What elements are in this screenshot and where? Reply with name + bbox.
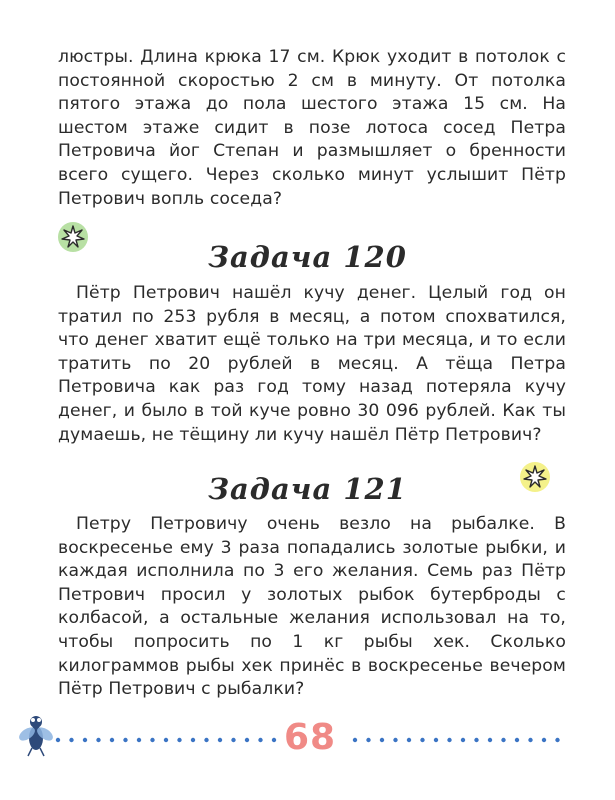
task-120-text: Пётр Петрович нашёл кучу денег. Целый год он тратил по 253 рубля в месяц, а потом спохватился, что денег хватит ещё только на три месяца, и то если тратить по 20 рублей в месяц. А тёща Петра Петровича как раз год тому назад потеряла кучу денег, и было в той куче ровно 30 096 рублей. Как ты думаешь, не тёщину ли кучу нашёл Пётр Петрович? — [58, 283, 566, 445]
footer-dot — [258, 738, 262, 742]
footer-dot — [110, 738, 114, 742]
footer-dot — [272, 738, 276, 742]
footer-dot — [150, 738, 154, 742]
footer-dot — [488, 738, 492, 742]
footer-dot — [461, 738, 465, 742]
footer-dot — [96, 738, 100, 742]
footer-dot — [407, 738, 411, 742]
fly-icon — [16, 708, 56, 758]
footer-dot — [56, 738, 60, 742]
task-121-title: Задача 121 — [208, 472, 407, 506]
footer-dot — [69, 738, 73, 742]
footer-dot — [123, 738, 127, 742]
footer-dot — [515, 738, 519, 742]
footer-dot — [191, 738, 195, 742]
footer-dot — [555, 738, 559, 742]
footer-dot — [501, 738, 505, 742]
footer-dot — [353, 738, 357, 742]
footer-dot — [474, 738, 478, 742]
footer-dot — [218, 738, 222, 742]
footer-dot — [380, 738, 384, 742]
footer-dot — [528, 738, 532, 742]
footer-dot — [164, 738, 168, 742]
footer-dot — [420, 738, 424, 742]
task-121-text: Петру Петровичу очень везло на рыбалке. В воскресенье ему 3 раза попадались золотые рыбки, и каждая исполнила по 3 его желания. Семь раз Пётр Петрович просил у золотых рыбок бутерброды с колбасой, а остальные желания использовал на то, чтобы попросить по 1 кг рыбы хек. Сколько килограммов рыбы хек принёс в воскресенье вечером Пётр Петрович с рыбалки? — [58, 514, 566, 700]
footer-dot — [393, 738, 397, 742]
footer-dot — [366, 738, 370, 742]
footer-dot — [204, 738, 208, 742]
page-number: 68 — [280, 718, 340, 758]
footer-dot — [137, 738, 141, 742]
footer-dot — [542, 738, 546, 742]
footer-dot — [447, 738, 451, 742]
footer-dot — [83, 738, 87, 742]
footer-dot — [245, 738, 249, 742]
footer-dot — [177, 738, 181, 742]
footer-dot — [231, 738, 235, 742]
continued-paragraph: люстры. Длина крюка 17 см. Крюк уходит в потолок с постоянной скоростью 2 см в минуту. От потолка пятого этажа до пола шестого этажа 15 см. На шестом этаже сидит в позе лотоса сосед Петра Петровича йог Степан и размышляет о бренности всего сущего. Через сколько минут услышит Пётр Петрович вопль соседа? — [58, 47, 566, 209]
footer-dot — [434, 738, 438, 742]
task-120-title: Задача 120 — [208, 240, 407, 274]
